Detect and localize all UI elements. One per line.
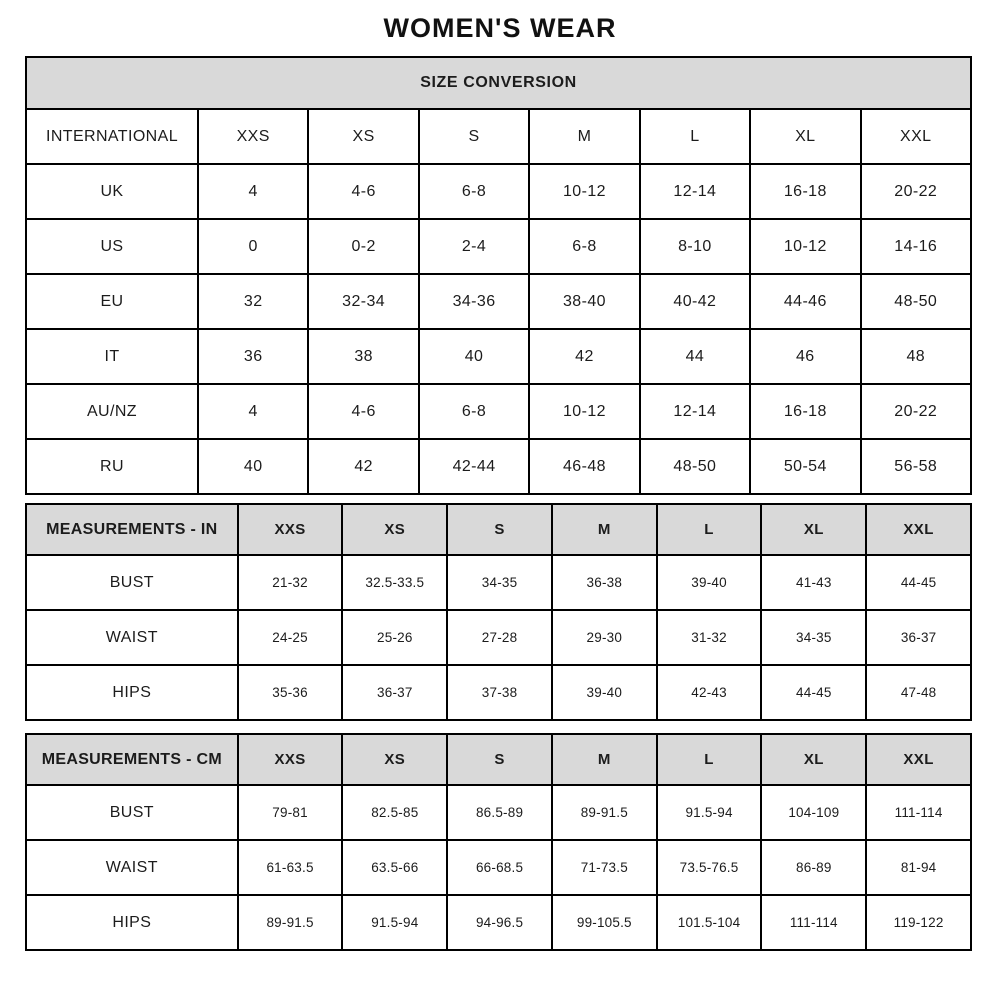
size-column-header: S — [447, 734, 552, 785]
size-value-cell: 40 — [419, 329, 529, 384]
measure-value-cell: 34-35 — [447, 555, 552, 610]
size-value-cell: 20-22 — [861, 164, 971, 219]
size-value-cell: 6-8 — [419, 384, 529, 439]
measure-label: BUST — [26, 785, 238, 840]
size-value-cell: 10-12 — [529, 164, 639, 219]
measure-value-cell: 31-32 — [657, 610, 762, 665]
size-value-cell: 4 — [198, 164, 308, 219]
size-value-cell: 48-50 — [640, 439, 750, 494]
measure-value-cell: 61-63.5 — [238, 840, 343, 895]
size-value-cell: 0-2 — [308, 219, 418, 274]
table-row — [26, 734, 971, 785]
size-column-header: XL — [761, 734, 866, 785]
size-column-header: S — [419, 109, 529, 164]
size-value-cell: 38-40 — [529, 274, 639, 329]
measure-value-cell: 21-32 — [238, 555, 343, 610]
size-column-header: M — [529, 109, 639, 164]
table-row — [26, 57, 971, 109]
table-row — [26, 785, 971, 840]
measure-value-cell: 111-114 — [866, 785, 971, 840]
size-value-cell: 42-44 — [419, 439, 529, 494]
measure-value-cell: 41-43 — [761, 555, 866, 610]
size-value-cell: 20-22 — [861, 384, 971, 439]
size-value-cell: 16-18 — [750, 384, 860, 439]
size-value-cell: 4-6 — [308, 384, 418, 439]
size-value-cell: 40 — [198, 439, 308, 494]
size-value-cell: 12-14 — [640, 384, 750, 439]
table-row — [26, 504, 971, 555]
measure-value-cell: 81-94 — [866, 840, 971, 895]
size-column-header: L — [657, 734, 762, 785]
size-value-cell: 48-50 — [861, 274, 971, 329]
measure-value-cell: 39-40 — [552, 665, 657, 720]
size-value-cell: 42 — [308, 439, 418, 494]
measure-value-cell: 82.5-85 — [342, 785, 447, 840]
table-row — [26, 439, 971, 494]
size-column-header: XL — [750, 109, 860, 164]
measure-value-cell: 66-68.5 — [447, 840, 552, 895]
size-column-header: S — [447, 504, 552, 555]
size-value-cell: 46-48 — [529, 439, 639, 494]
size-value-cell: 10-12 — [529, 384, 639, 439]
measure-value-cell: 39-40 — [657, 555, 762, 610]
measure-value-cell: 44-45 — [761, 665, 866, 720]
size-value-cell: 50-54 — [750, 439, 860, 494]
size-value-cell: 42 — [529, 329, 639, 384]
measure-label: HIPS — [26, 895, 238, 950]
measure-value-cell: 25-26 — [342, 610, 447, 665]
size-column-header: XS — [308, 109, 418, 164]
measurements-cm-title: MEASUREMENTS - CM — [26, 734, 238, 785]
size-value-cell: 6-8 — [529, 219, 639, 274]
table-row — [26, 384, 971, 439]
size-value-cell: 0 — [198, 219, 308, 274]
measure-value-cell: 27-28 — [447, 610, 552, 665]
measure-value-cell: 36-38 — [552, 555, 657, 610]
size-value-cell: 34-36 — [419, 274, 529, 329]
measurements-in-title: MEASUREMENTS - IN — [26, 504, 238, 555]
measure-value-cell: 35-36 — [238, 665, 343, 720]
size-column-header: XXS — [238, 734, 343, 785]
table-row — [26, 219, 971, 274]
measure-value-cell: 89-91.5 — [552, 785, 657, 840]
size-value-cell: 16-18 — [750, 164, 860, 219]
measure-value-cell: 94-96.5 — [447, 895, 552, 950]
region-label: IT — [26, 329, 198, 384]
size-value-cell: 38 — [308, 329, 418, 384]
measure-value-cell: 79-81 — [238, 785, 343, 840]
measure-label: BUST — [26, 555, 238, 610]
size-conversion-table — [25, 56, 972, 495]
table-row — [26, 329, 971, 384]
measure-value-cell: 104-109 — [761, 785, 866, 840]
measure-value-cell: 24-25 — [238, 610, 343, 665]
measure-value-cell: 37-38 — [447, 665, 552, 720]
table-row — [26, 109, 971, 164]
measure-value-cell: 36-37 — [342, 665, 447, 720]
measure-value-cell: 99-105.5 — [552, 895, 657, 950]
measure-value-cell: 42-43 — [657, 665, 762, 720]
measure-value-cell: 91.5-94 — [657, 785, 762, 840]
size-column-header: XS — [342, 734, 447, 785]
page-title: WOMEN'S WEAR — [383, 13, 617, 43]
size-value-cell: 46 — [750, 329, 860, 384]
size-value-cell: 32 — [198, 274, 308, 329]
size-column-header: XXL — [866, 504, 971, 555]
size-column-header: XXS — [238, 504, 343, 555]
size-value-cell: 10-12 — [750, 219, 860, 274]
table-row — [26, 610, 971, 665]
region-label: UK — [26, 164, 198, 219]
size-column-header: M — [552, 504, 657, 555]
region-label: EU — [26, 274, 198, 329]
measure-value-cell: 29-30 — [552, 610, 657, 665]
size-value-cell: 14-16 — [861, 219, 971, 274]
size-value-cell: 8-10 — [640, 219, 750, 274]
size-value-cell: 44-46 — [750, 274, 860, 329]
region-label: US — [26, 219, 198, 274]
size-column-header: XS — [342, 504, 447, 555]
table-row — [26, 274, 971, 329]
measure-label: WAIST — [26, 610, 238, 665]
size-value-cell: 2-4 — [419, 219, 529, 274]
measure-value-cell: 63.5-66 — [342, 840, 447, 895]
size-value-cell: 56-58 — [861, 439, 971, 494]
size-column-header: L — [657, 504, 762, 555]
conversion-header-label: INTERNATIONAL — [26, 109, 198, 164]
region-label: AU/NZ — [26, 384, 198, 439]
size-value-cell: 32-34 — [308, 274, 418, 329]
table-row — [26, 840, 971, 895]
measure-value-cell: 111-114 — [761, 895, 866, 950]
size-value-cell: 12-14 — [640, 164, 750, 219]
measure-value-cell: 119-122 — [866, 895, 971, 950]
size-value-cell: 40-42 — [640, 274, 750, 329]
size-column-header: XL — [761, 504, 866, 555]
measure-value-cell: 86-89 — [761, 840, 866, 895]
region-label: RU — [26, 439, 198, 494]
measurements-cm-table — [25, 733, 972, 951]
size-value-cell: 4-6 — [308, 164, 418, 219]
size-column-header: XXL — [861, 109, 971, 164]
measure-value-cell: 73.5-76.5 — [657, 840, 762, 895]
measure-label: HIPS — [26, 665, 238, 720]
size-conversion-title: SIZE CONVERSION — [26, 57, 971, 109]
table-row — [26, 555, 971, 610]
measure-value-cell: 47-48 — [866, 665, 971, 720]
measure-value-cell: 34-35 — [761, 610, 866, 665]
measure-value-cell: 101.5-104 — [657, 895, 762, 950]
size-value-cell: 4 — [198, 384, 308, 439]
size-value-cell: 48 — [861, 329, 971, 384]
table-row — [26, 665, 971, 720]
measure-value-cell: 89-91.5 — [238, 895, 343, 950]
size-column-header: XXS — [198, 109, 308, 164]
measure-value-cell: 32.5-33.5 — [342, 555, 447, 610]
measurements-in-table — [25, 503, 972, 721]
table-row — [26, 164, 971, 219]
measure-value-cell: 91.5-94 — [342, 895, 447, 950]
table-row — [26, 895, 971, 950]
measure-value-cell: 36-37 — [866, 610, 971, 665]
size-value-cell: 44 — [640, 329, 750, 384]
measure-label: WAIST — [26, 840, 238, 895]
size-column-header: XXL — [866, 734, 971, 785]
measure-value-cell: 44-45 — [866, 555, 971, 610]
size-column-header: L — [640, 109, 750, 164]
measure-value-cell: 71-73.5 — [552, 840, 657, 895]
size-value-cell: 36 — [198, 329, 308, 384]
measure-value-cell: 86.5-89 — [447, 785, 552, 840]
size-value-cell: 6-8 — [419, 164, 529, 219]
size-column-header: M — [552, 734, 657, 785]
